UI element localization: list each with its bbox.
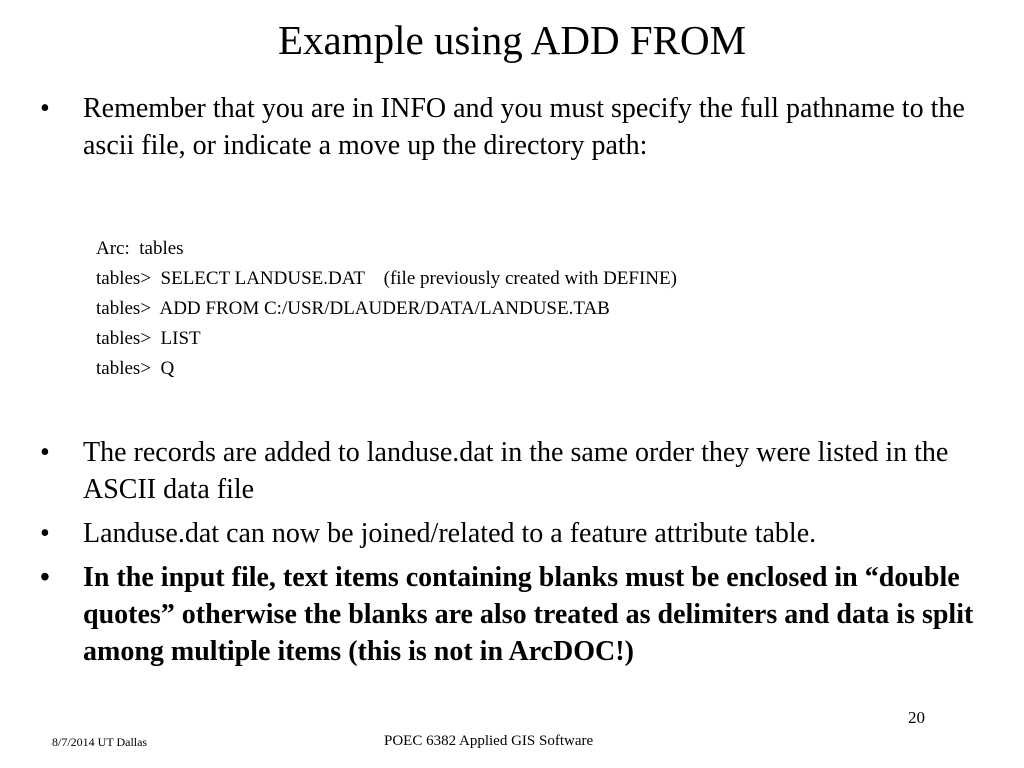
bullet-marker: • [40, 437, 50, 468]
bullet-item-bold [40, 559, 985, 670]
bullet-text: In the input file, text items containing blanks must be enclosed in “double quotes” otherwise the blanks are also treated as delimiters and data is split among multiple items (this is not in ArcDOC!) [83, 562, 974, 667]
bullet-item [40, 90, 985, 164]
bullet-text: Remember that you are in INFO and you must specify the full pathname to the ascii file, or indicate a move up the directory path: [83, 93, 965, 161]
bullet-text: Landuse.dat can now be joined/related to a feature attribute table. [83, 518, 817, 549]
code-line: tables> LIST [96, 328, 201, 349]
code-line: tables> Q [96, 358, 175, 379]
code-line: tables> ADD FROM C:/USR/DLAUDER/DATA/LANDUSE.TAB [96, 298, 610, 319]
footer-course: POEC 6382 Applied GIS Software [384, 733, 594, 749]
bullet-list-bottom [40, 434, 985, 677]
code-example [96, 234, 677, 384]
bullet-marker: • [40, 518, 50, 549]
slide-title: Example using ADD FROM [277, 17, 747, 63]
code-line: Arc: tables [96, 238, 184, 259]
page-number: 20 [908, 708, 925, 727]
bullet-marker: • [40, 93, 50, 124]
code-line: tables> SELECT LANDUSE.DAT (file previously created with DEFINE) [96, 268, 677, 289]
bullet-text: The records are added to landuse.dat in the same order they were listed in the ASCII data file [83, 437, 949, 505]
bullet-item [40, 434, 985, 508]
bullet-marker: • [40, 562, 50, 593]
bullet-list-top [40, 90, 985, 164]
footer-date-org: 8/7/2014 UT Dallas [52, 735, 148, 749]
bullet-item [40, 515, 985, 552]
